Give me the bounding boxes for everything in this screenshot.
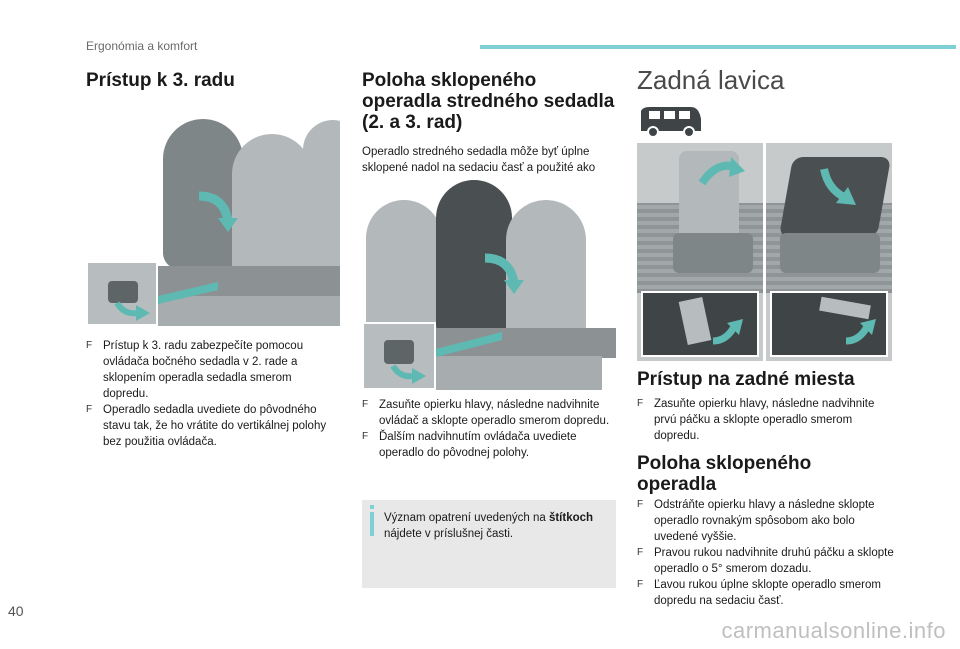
intro-text-col2: Operadlo stredného sedadla môže byť úplne sklopené nadol na sedaciu časť a použité ako [362,146,596,174]
inset-lever-detail [770,291,888,357]
list-item [362,397,616,429]
list-item-text: Pravou rukou nadvihnite druhú páčku a sklopte operadlo o 5° smerom dozadu. [654,547,894,575]
floor-rail [422,356,602,390]
subsection-title-rear-access: Prístup na zadné miesta [637,369,855,390]
bullet-mark: F [637,499,644,510]
van-icon [639,105,703,139]
lever-shape [679,297,712,345]
image-rear-bench-right [766,143,892,361]
info-text-bold: štítkoch [548,512,594,524]
list-item-text: Operadlo sedadla uvediete do pôvodného stavu tak, že ho vrátite do vertikálnej polohy bez použitia ovládača. [103,404,327,448]
bullet-mark: F [637,398,644,409]
seat-image-part [303,120,340,280]
column-access-third-row [86,66,340,91]
curved-arrow-icon [194,186,244,236]
arrow-icon [390,362,430,386]
bullet-mark: F [86,404,93,415]
list-item [86,402,340,450]
pointer-line [158,276,238,306]
watermark: carmanualsonline.info [721,618,946,643]
arrow-icon [114,299,154,323]
seat-image-part [232,134,312,284]
lever-shape [384,340,414,364]
bullet-list-col3-sub1 [637,396,895,444]
header-section-title: Ergonómia a komfort [86,39,198,53]
arrow-icon [842,315,882,349]
header-accent-bar [480,45,956,49]
bullet-mark: F [362,431,369,442]
info-box-labels [362,500,616,588]
column-rear-bench [637,66,895,94]
subsection-title-folded-backrest: Poloha sklopeného operadla [637,453,812,495]
bullet-mark: F [637,547,644,558]
curved-arrow-icon [480,248,530,298]
list-item [637,577,895,609]
curved-arrow-icon [697,153,747,193]
list-item-text: Odstráňte opierku hlavy a následne sklopte operadlo rovnakým spôsobom ako bolo uvedené vyššie. [654,499,875,543]
list-item-text: Ďalším nadvihnutím ovládača uvediete operadlo do pôvodnej polohy. [379,431,577,459]
bullet-mark: F [362,399,369,410]
inset-lever-detail [641,291,759,357]
info-icon [370,512,374,536]
section-title-access-third-row: Prístup k 3. radu [86,70,235,91]
page-number: 40 [8,603,24,619]
info-text-prefix: Význam opatrení uvedených na [384,512,549,524]
seat-image-part [780,233,880,273]
list-item-text: Zasuňte opierku hlavy, následne nadvihnite ovládač a sklopte operadlo smerom dopredu. [379,399,610,427]
list-item [637,545,895,577]
bullet-list-col3-sub2 [637,497,895,609]
bullet-mark: F [637,579,644,590]
list-item [362,429,616,461]
section-title-rear-bench: Zadná lavica [637,65,785,95]
list-item-text: Prístup k 3. radu zabezpečíte pomocou ovládača bočného sedadla v 2. rade a sklopením operadla sedadla smerom dopredu. [103,340,304,400]
list-item [637,497,895,545]
bullet-mark: F [86,340,93,351]
list-item [637,396,895,444]
info-text-suffix: nájdete v príslušnej časti. [384,528,514,540]
bullet-list-col2 [362,397,616,461]
pointer-line [432,328,512,358]
column-middle-seat-folded [362,66,616,192]
inset-lever-detail [86,261,158,326]
inset-lever-detail [362,322,436,390]
curved-arrow-icon [814,163,864,213]
list-item [86,338,340,402]
arrow-icon [709,315,749,349]
image-rear-bench-left [637,143,763,361]
bullet-list-col1 [86,338,340,450]
list-item-text: Ľavou rukou úplne sklopte operadlo smerom dopredu na sedaciu časť. [654,579,881,607]
image-seats-third-row-access [158,116,340,326]
seat-image-part [673,233,753,273]
list-item-text: Zasuňte opierku hlavy, následne nadvihnite prvú páčku a sklopte operadlo smerom dopredu. [654,398,875,442]
section-title-middle-seat-folded: Poloha sklopeného operadla stredného sedadla (2. a 3. rad) [362,70,615,133]
